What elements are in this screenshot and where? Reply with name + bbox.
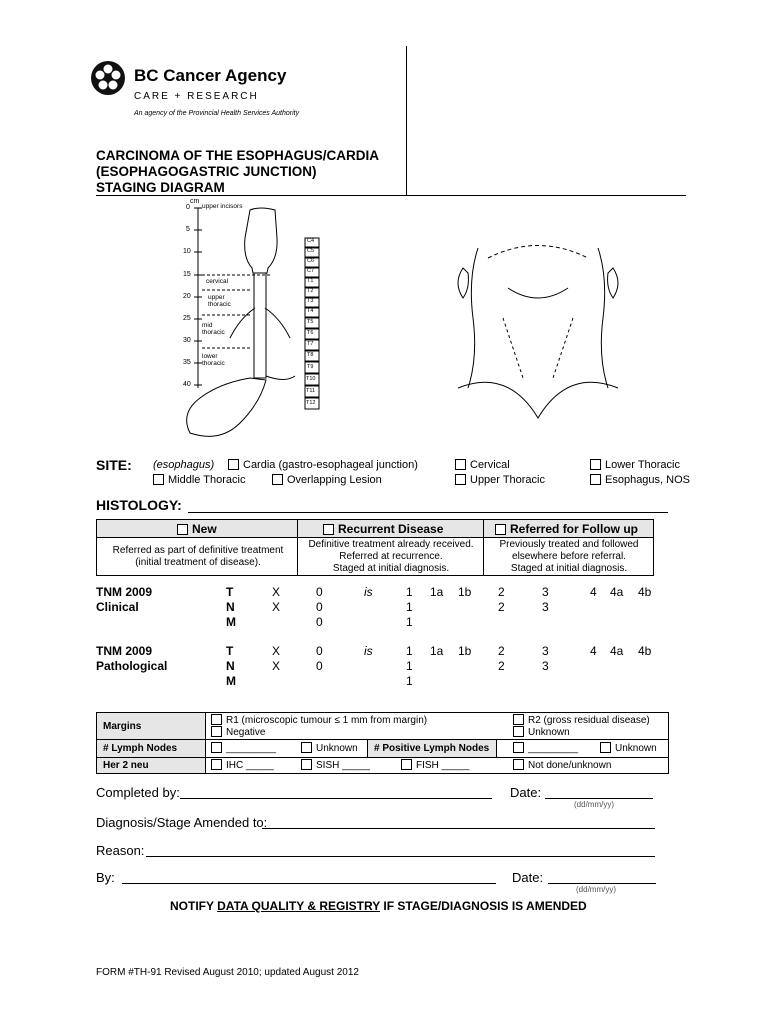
lower-thoracic-label: Lower Thoracic [605, 459, 680, 471]
clin-m-1[interactable]: 1 [406, 615, 413, 629]
vertebra-label: C7 [307, 268, 315, 274]
vertebra-label: T5 [307, 319, 314, 325]
referred-description [485, 539, 653, 575]
site-option-esophagus-nos[interactable] [590, 474, 690, 486]
title-line-3: STAGING DIAGRAM [96, 180, 225, 195]
vertebra-label: T6 [307, 330, 314, 336]
clin-t-4a[interactable]: 4a [610, 585, 624, 599]
new-checkbox[interactable] [177, 524, 188, 535]
cervical-label: Cervical [470, 459, 510, 471]
site-esophagus-label: (esophagus) [153, 459, 215, 471]
date1-input[interactable] [545, 798, 653, 799]
histology-label: HISTOLOGY: [96, 497, 182, 513]
fish-checkbox[interactable] [401, 759, 412, 770]
depth-30: 30 [183, 337, 191, 344]
notify-banner [170, 899, 587, 913]
vertebra-label: T12 [306, 400, 316, 406]
upper-thoracic-label: Upper Thoracic [470, 474, 545, 486]
ihc-checkbox[interactable] [211, 759, 222, 770]
recurrent-label: Recurrent Disease [338, 522, 444, 536]
new-description: Referred as part of definitive treatment (initial treatment of disease). [112, 545, 284, 568]
lymph-count-checkbox[interactable] [211, 742, 222, 753]
notify-post: IF STAGE/DIAGNOSIS IS AMENDED [383, 899, 587, 913]
lymph-unknown-option[interactable] [301, 742, 358, 754]
clin-n-x[interactable]: X [272, 600, 281, 614]
r2-label: R2 (gross residual disease) [528, 715, 650, 726]
path-t-4a[interactable]: 4a [610, 644, 624, 658]
pos-lymph-unknown-option[interactable] [600, 742, 657, 754]
site-option-lower-thoracic[interactable] [590, 459, 680, 471]
clin-t-3[interactable]: 3 [542, 585, 549, 599]
completed-by-label: Completed by: [96, 785, 180, 800]
referred-checkbox[interactable] [495, 524, 506, 535]
esophagus-nos-label: Esophagus, NOS [605, 474, 690, 486]
reason-label: Reason: [96, 843, 145, 858]
depth-25: 25 [183, 315, 191, 322]
path-n-1[interactable]: 1 [406, 659, 413, 673]
path-t-x[interactable]: X [272, 644, 281, 658]
path-t-4[interactable]: 4 [590, 644, 597, 658]
vertebra-label: T2 [307, 288, 314, 294]
referred-label: Referred for Follow up [510, 522, 639, 536]
depth-10: 10 [183, 248, 191, 255]
path-t-4b[interactable]: 4b [638, 644, 652, 658]
referral-col-divider-2 [483, 520, 484, 575]
lymph-unknown-label: Unknown [316, 743, 358, 754]
upper-thoracic-label [208, 294, 231, 308]
vertebra-label: T7 [307, 341, 314, 347]
path-t-1a[interactable]: 1a [430, 644, 444, 658]
clin-t-1b[interactable]: 1b [458, 585, 472, 599]
tnm-clinical-title [96, 585, 152, 615]
clin-t-4[interactable]: 4 [590, 585, 597, 599]
referred-desc-1: Previously treated and followed [499, 539, 639, 550]
r1-option[interactable] [211, 714, 427, 726]
path-t-3[interactable]: 3 [542, 644, 549, 658]
site-option-overlapping[interactable] [272, 474, 382, 486]
esophagus-nos-checkbox[interactable] [590, 474, 601, 485]
referred-desc-2: elsewhere before referral. [512, 551, 626, 562]
depth-15: 15 [183, 271, 191, 278]
r1-checkbox[interactable] [211, 714, 222, 725]
path-n-2[interactable]: 2 [498, 659, 505, 673]
lower-thoracic-checkbox[interactable] [590, 459, 601, 470]
path-t-is[interactable]: is [364, 644, 373, 658]
upper-thoracic-label-2: thoracic [208, 301, 231, 308]
ihc-label: IHC _____ [226, 760, 274, 771]
upper-thoracic-label-1: upper [208, 294, 225, 301]
sish-label: SISH _____ [316, 760, 370, 771]
site-label: SITE: [96, 457, 132, 473]
depth-35: 35 [183, 359, 191, 366]
recurrent-desc-3: Staged at initial diagnosis. [332, 563, 450, 574]
path-n-x[interactable]: X [272, 659, 281, 673]
negative-option[interactable] [211, 726, 265, 738]
site-option-cervical[interactable] [455, 459, 510, 471]
lymph-nodes-label: # Lymph Nodes [103, 743, 178, 754]
pos-lymph-count-checkbox[interactable] [513, 742, 524, 753]
cervical-label: cervical [206, 278, 229, 285]
path-t-1b[interactable]: 1b [458, 644, 472, 658]
depth-5: 5 [186, 226, 190, 233]
overlapping-checkbox[interactable] [272, 474, 283, 485]
clin-t-x[interactable]: X [272, 585, 281, 599]
by-input[interactable] [122, 883, 496, 884]
not-done-option[interactable] [513, 759, 611, 771]
clin-t-0[interactable]: 0 [316, 585, 323, 599]
clin-n-letter: N [226, 600, 235, 614]
tnm-clinical-title-1: TNM 2009 [96, 585, 153, 599]
row-divider-2 [205, 757, 668, 758]
date2-format: (dd/mm/yy) [576, 885, 616, 894]
ihc-option[interactable] [211, 759, 274, 771]
reason-input[interactable] [146, 856, 655, 857]
path-t-1[interactable]: 1 [406, 644, 413, 658]
her2-label: Her 2 neu [103, 760, 149, 771]
tnm-clinical-grid [226, 585, 666, 630]
recurrent-option[interactable] [323, 522, 443, 536]
lower-thoracic-label [202, 353, 225, 367]
tnm-path-grid [226, 644, 666, 689]
clin-t-2[interactable]: 2 [498, 585, 505, 599]
depth-0: 0 [186, 204, 190, 211]
site-option-upper-thoracic[interactable] [455, 474, 545, 486]
lower-thoracic-label-1: lower [202, 353, 218, 360]
path-n-3[interactable]: 3 [542, 659, 549, 673]
clin-n-2[interactable]: 2 [498, 600, 505, 614]
tnm-path-title-1: TNM 2009 [96, 644, 153, 658]
path-m-1[interactable]: 1 [406, 674, 413, 688]
notify-pre: NOTIFY [170, 899, 214, 913]
histology-input-line[interactable] [188, 512, 668, 513]
path-n-letter: N [226, 659, 235, 673]
referred-option[interactable] [495, 522, 638, 536]
middle-thoracic-checkbox[interactable] [153, 474, 164, 485]
date2-input[interactable] [548, 883, 656, 884]
pos-lymph-unknown-label: Unknown [615, 743, 657, 754]
site-option-middle-thoracic[interactable] [153, 474, 245, 486]
cervical-checkbox[interactable] [455, 459, 466, 470]
r1-label: R1 (microscopic tumour ≤ 1 mm from margin) [226, 715, 428, 726]
vertebra-label: C6 [307, 258, 315, 264]
path-t-0[interactable]: 0 [316, 644, 323, 658]
upper-thoracic-checkbox[interactable] [455, 474, 466, 485]
site-option-cardia[interactable] [228, 459, 418, 471]
path-n-0[interactable]: 0 [316, 659, 323, 673]
lymph-unknown-checkbox[interactable] [301, 742, 312, 753]
title-line-1: CARCINOMA OF THE ESOPHAGUS/CARDIA [96, 148, 380, 163]
referral-col-divider-1 [297, 520, 298, 575]
r2-checkbox[interactable] [513, 714, 524, 725]
vertebra-label: C5 [307, 248, 315, 254]
middle-thoracic-label: Middle Thoracic [168, 474, 246, 486]
logo [90, 58, 310, 122]
recurrent-desc-1: Definitive treatment already received. [308, 539, 474, 550]
date2-label: Date: [512, 870, 544, 885]
pos-lymph-label: # Positive Lymph Nodes [374, 743, 490, 754]
mid-thoracic-label-1: mid [202, 322, 213, 329]
vertebra-label: T3 [307, 298, 314, 304]
vertebra-label: T9 [307, 364, 314, 370]
pos-lymph-unknown-checkbox[interactable] [600, 742, 611, 753]
form-title [96, 148, 379, 196]
date1-format: (dd/mm/yy) [574, 800, 614, 809]
bc-cancer-logo-icon [90, 60, 126, 96]
cardia-checkbox[interactable] [228, 459, 239, 470]
header-vertical-divider [406, 46, 407, 196]
clin-t-1a[interactable]: 1a [430, 585, 444, 599]
negative-checkbox[interactable] [211, 726, 222, 737]
not-done-checkbox[interactable] [513, 759, 524, 770]
new-option[interactable] [177, 522, 217, 536]
lymph-count-option[interactable] [211, 742, 276, 754]
date1-label: Date: [510, 785, 542, 800]
tnm-path-title [96, 644, 167, 674]
fish-option[interactable] [401, 759, 469, 771]
margins-unknown-option[interactable] [513, 726, 570, 738]
not-done-label: Not done/unknown [528, 760, 612, 771]
path-m-letter: M [226, 674, 236, 688]
org-subtitle: CARE + RESEARCH [134, 91, 259, 102]
clin-n-0[interactable]: 0 [316, 600, 323, 614]
vertebra-label: T8 [307, 352, 314, 358]
path-t-letter: T [226, 644, 234, 658]
sish-option[interactable] [301, 759, 370, 771]
clin-t-is[interactable]: is [364, 585, 373, 599]
clin-n-3[interactable]: 3 [542, 600, 549, 614]
clin-t-1[interactable]: 1 [406, 585, 413, 599]
recurrent-checkbox[interactable] [323, 524, 334, 535]
overlapping-label: Overlapping Lesion [287, 474, 382, 486]
cm-label: cm [190, 198, 200, 205]
depth-40: 40 [183, 381, 191, 388]
upper-incisors-label: upper incisors [202, 203, 243, 210]
margins-table [96, 712, 669, 774]
amended-to-label: Diagnosis/Stage Amended to: [96, 815, 268, 830]
clin-t-letter: T [226, 585, 234, 599]
vertebra-label: T10 [306, 376, 316, 382]
form-id: FORM #TH-91 Revised August 2010; updated August 2012 [96, 967, 359, 978]
margins-label: Margins [103, 721, 142, 732]
referral-type-box [96, 519, 654, 576]
lymph-count-blank: _________ [226, 743, 277, 754]
row-divider-1 [205, 739, 668, 740]
by-label: By: [96, 870, 115, 885]
negative-label: Negative [226, 727, 266, 738]
pos-lymph-count-blank: _________ [528, 743, 579, 754]
vertebra-label: C4 [307, 238, 315, 244]
referred-desc-3: Staged at initial diagnosis. [510, 563, 628, 574]
vertebra-label: T11 [306, 388, 316, 394]
neck-diagram [448, 228, 628, 428]
clin-m-letter: M [226, 615, 236, 629]
margins-unknown-checkbox[interactable] [513, 726, 524, 737]
pos-lymph-count-option[interactable] [513, 742, 578, 754]
mid-thoracic-label-2: thoracic [202, 329, 225, 336]
vertebra-label: T1 [307, 278, 314, 284]
org-name: BC Cancer Agency [134, 66, 287, 85]
title-line-2: (ESOPHAGOGASTRIC JUNCTION) [96, 164, 317, 179]
r2-option[interactable] [513, 714, 650, 726]
sish-checkbox[interactable] [301, 759, 312, 770]
new-label: New [192, 522, 217, 536]
recurrent-description [299, 539, 483, 575]
lower-thoracic-label-2: thoracic [202, 360, 225, 367]
recurrent-desc-2: Referred at recurrence. [339, 551, 443, 562]
margins-unknown-label: Unknown [528, 727, 570, 738]
completed-by-input[interactable] [180, 798, 492, 799]
fish-label: FISH _____ [416, 760, 470, 771]
cardia-label: Cardia (gastro-esophageal junction) [243, 459, 418, 471]
vertebra-label: T4 [307, 308, 314, 314]
clin-m-0[interactable]: 0 [316, 615, 323, 629]
amended-to-input[interactable] [262, 828, 655, 829]
mid-thoracic-label [202, 322, 225, 336]
esophagus-diagram [150, 198, 330, 448]
tnm-clinical-title-2: Clinical [96, 600, 139, 614]
depth-20: 20 [183, 293, 191, 300]
tnm-path-title-2: Pathological [96, 659, 168, 673]
org-tagline: An agency of the Provincial Health Services Authority [134, 110, 300, 117]
clin-t-4b[interactable]: 4b [638, 585, 652, 599]
path-t-2[interactable]: 2 [498, 644, 505, 658]
clin-n-1[interactable]: 1 [406, 600, 413, 614]
notify-link[interactable]: DATA QUALITY & REGISTRY [217, 899, 381, 913]
